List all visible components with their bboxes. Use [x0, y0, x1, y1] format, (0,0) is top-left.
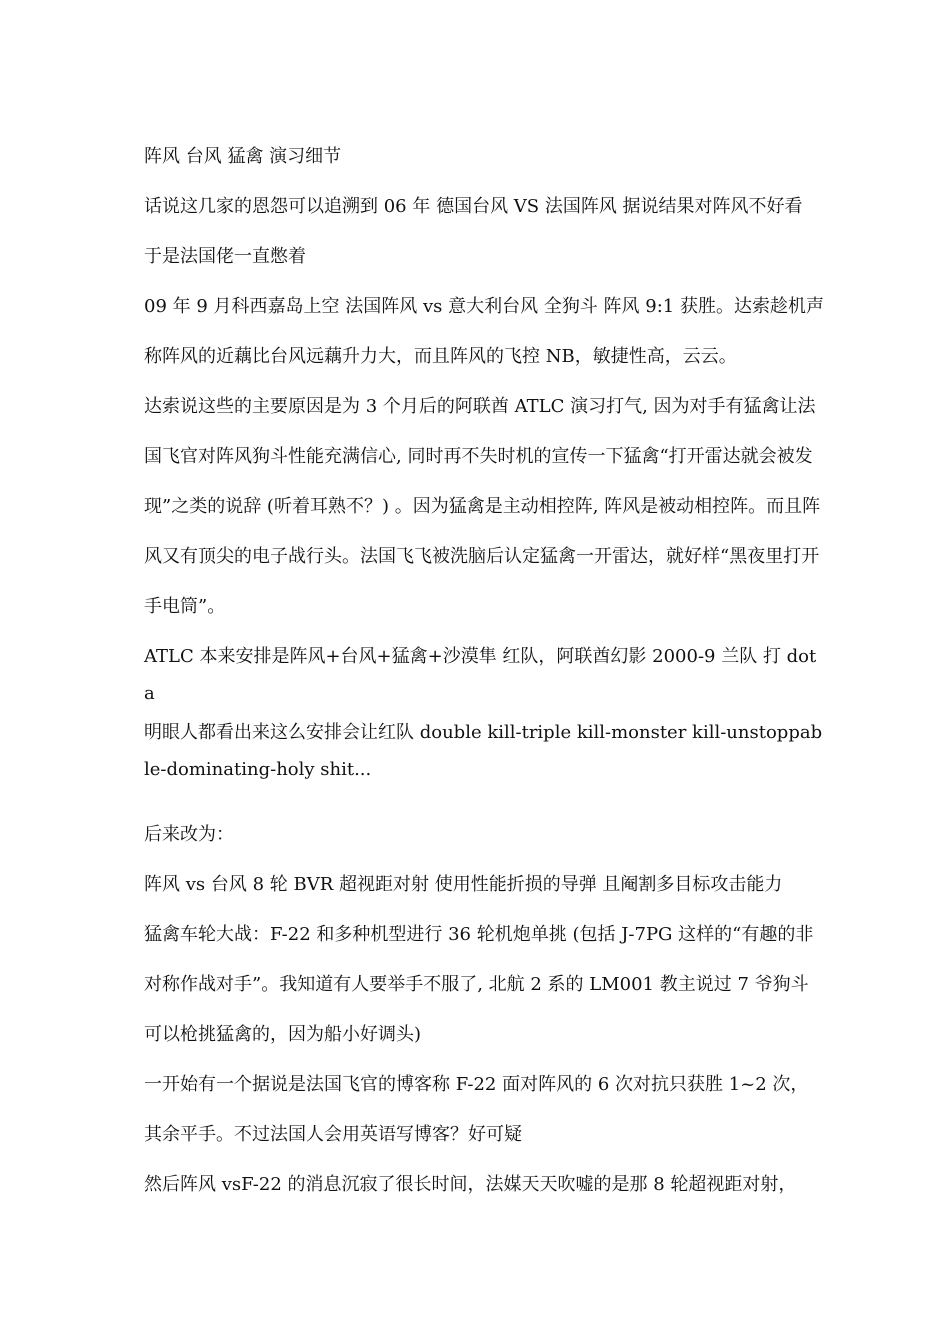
paragraph-blog: 一开始有一个据说是法国飞官的博客称 F-22 面对阵风的 6 次对抗只获胜 1~2 次，其余平手。不过法国人会用英语写博客？好可疑	[144, 1074, 809, 1145]
paragraph-raptor-rounds: 猛禽车轮大战：F-22 和多种机型进行 36 轮机炮单挑 (包括 J-7PG 这样的“有趣的非对称作战对手”。我知道有人要举手不服了, 北航 2 系的 LM001 教主说过 7 爷狗斗可以枪挑猛禽的，因为船小好调头)	[144, 924, 814, 1045]
paragraph-origin: 话说这几家的恩怨可以追溯到 06 年 德国台风 VS 法国阵风 据说结果对阵风不好看 于是法国佬一直憋着	[144, 196, 803, 267]
paragraph-corsica: 09 年 9 月科西嘉岛上空 法国阵风 vs 意大利台风 全狗斗 阵风 9:1 获胜。达索趁机声称阵风的近藕比台风远藕升力大，而且阵风的飞控 NB，敏捷性高，云云。	[144, 296, 824, 367]
paragraph-silence: 然后阵风 vsF-22 的消息沉寂了很长时间，法媒天天吹嘘的是那 8 轮超视距对射，	[144, 1174, 797, 1195]
document-body	[144, 132, 824, 1210]
document-title: 阵风 台风 猛禽 演习细节	[144, 146, 342, 167]
paragraph-changed-to: 后来改为：	[144, 824, 234, 845]
paragraph-atlc-plan: ATLC 本来安排是阵风+台风+猛禽+沙漠隼 红队，阿联酋幻影 2000-9 兰队 打 dota	[144, 646, 817, 704]
paragraph-red-team: 明眼人都看出来这么安排会让红队 double kill-triple kill-monster kill-unstoppable-dominating-holy shit...	[144, 722, 823, 780]
paragraph-dassault-reason: 达索说这些的主要原因是为 3 个月后的阿联酋 ATLC 演习打气, 因为对手有猛禽让法国飞官对阵风狗斗性能充满信心, 同时再不失时机的宣传一下猛禽“打开雷达就会被发现”之类的说辞 (听着耳熟不？) 。因为猛禽是主动相控阵, 阵风是被动相控阵。而且阵风又有顶尖的电子战行头。法国飞飞被洗脑后认定猛禽一开雷达，就好样“黑夜里打开手电筒”。	[144, 396, 821, 617]
paragraph-bvr: 阵风 vs 台风 8 轮 BVR 超视距对射 使用性能折损的导弹 且阉割多目标攻击能力	[144, 874, 783, 895]
